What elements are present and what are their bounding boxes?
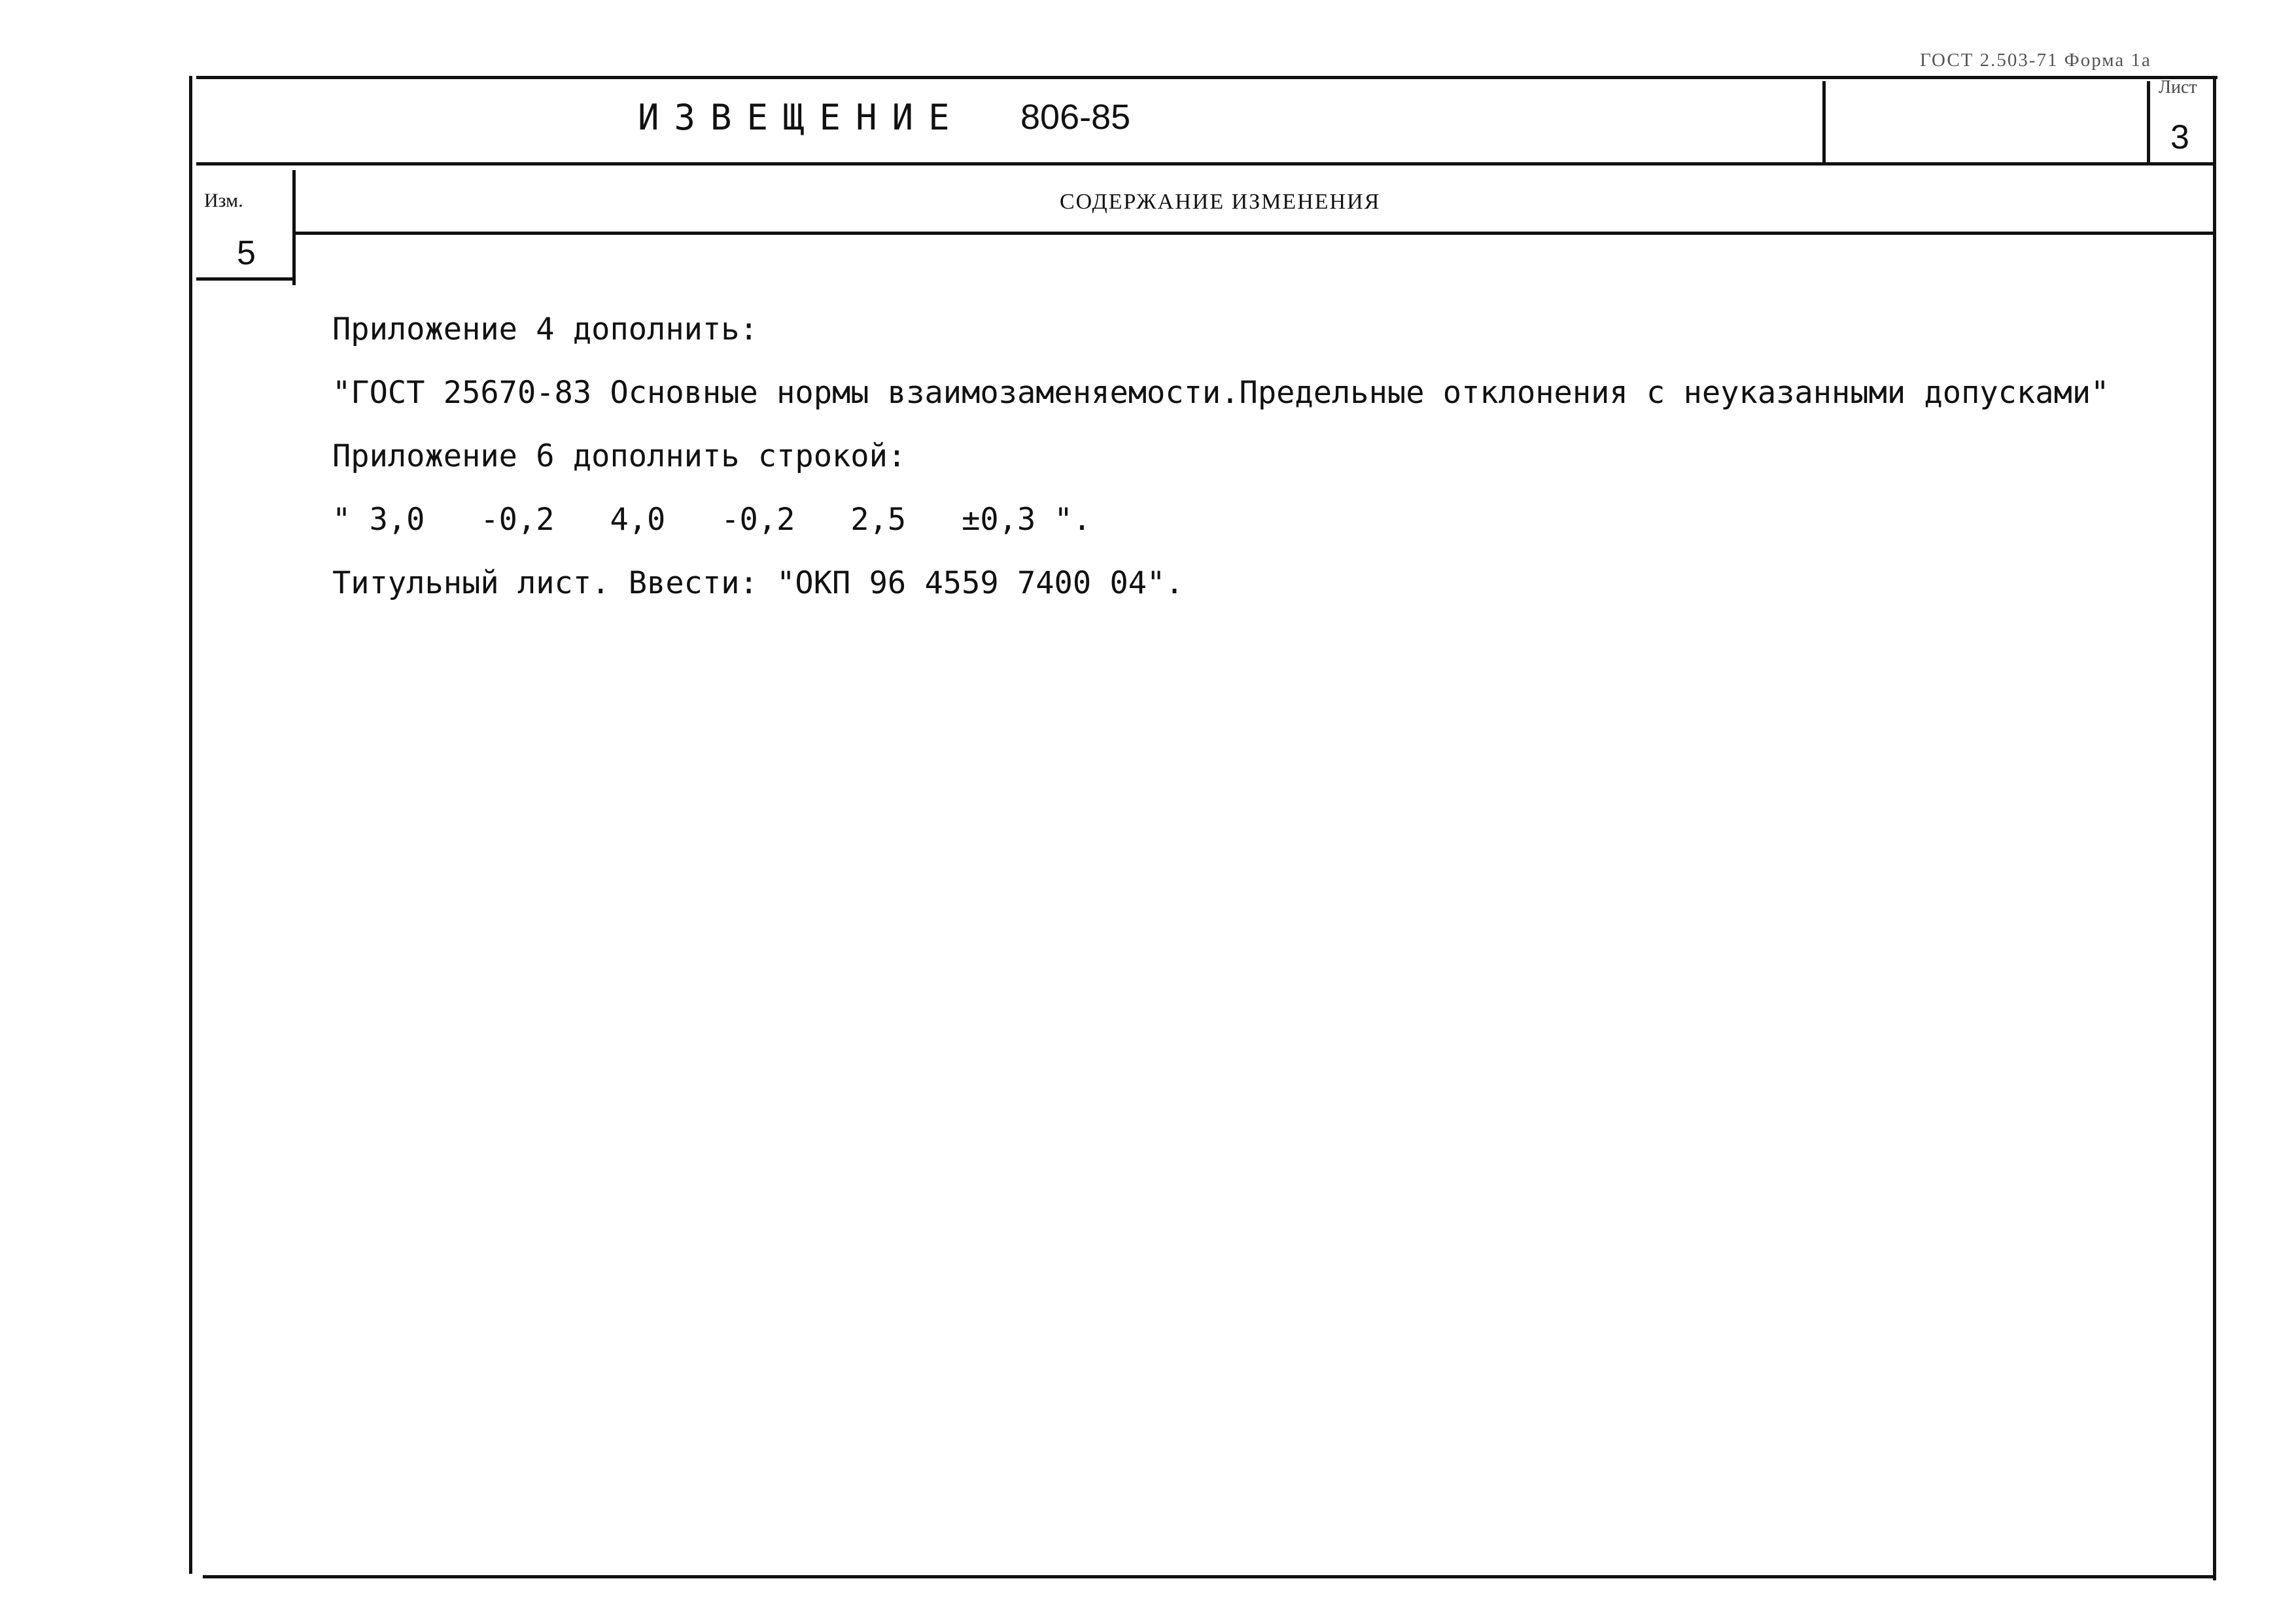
revision-number: 5 [237, 234, 256, 272]
content-line: Титульный лист. Ввести: "ОКП 96 4559 7400 04". [332, 565, 1184, 601]
revision-column-divider [292, 170, 296, 285]
left-border [189, 76, 192, 1574]
title-right-cell-divider [1822, 81, 1826, 162]
revision-column-header: Изм. [204, 190, 243, 211]
content-line: "ГОСТ 25670-83 Основные нормы взаимозаменяемости.Предельные отклонения с неуказанными допусками" [332, 375, 2110, 411]
top-border [196, 76, 2218, 79]
title-row-divider [196, 162, 2216, 165]
form-code: ГОСТ 2.503-71 Форма 1а [1920, 50, 2151, 71]
change-content [332, 298, 2177, 615]
document-number: 806-85 [1020, 97, 1131, 137]
content-column-header: СОДЕРЖАНИЕ ИЗМЕНЕНИЯ [1060, 190, 1381, 214]
revision-cell-divider [196, 277, 292, 281]
sheet-cell-divider [2147, 81, 2150, 162]
content-line: " 3,0 -0,2 4,0 -0,2 2,5 ±0,3 ". [332, 502, 1092, 538]
sheet-label: Лист [2159, 77, 2197, 97]
content-line: Приложение 4 дополнить: [332, 311, 758, 347]
document-title: ИЗВЕЩЕНИЕ [638, 97, 965, 138]
header-row-divider [294, 232, 2216, 235]
sheet-number: 3 [2170, 118, 2189, 156]
bottom-border [203, 1575, 2216, 1578]
right-border [2213, 76, 2216, 1580]
content-line: Приложение 6 дополнить строкой: [332, 438, 907, 474]
